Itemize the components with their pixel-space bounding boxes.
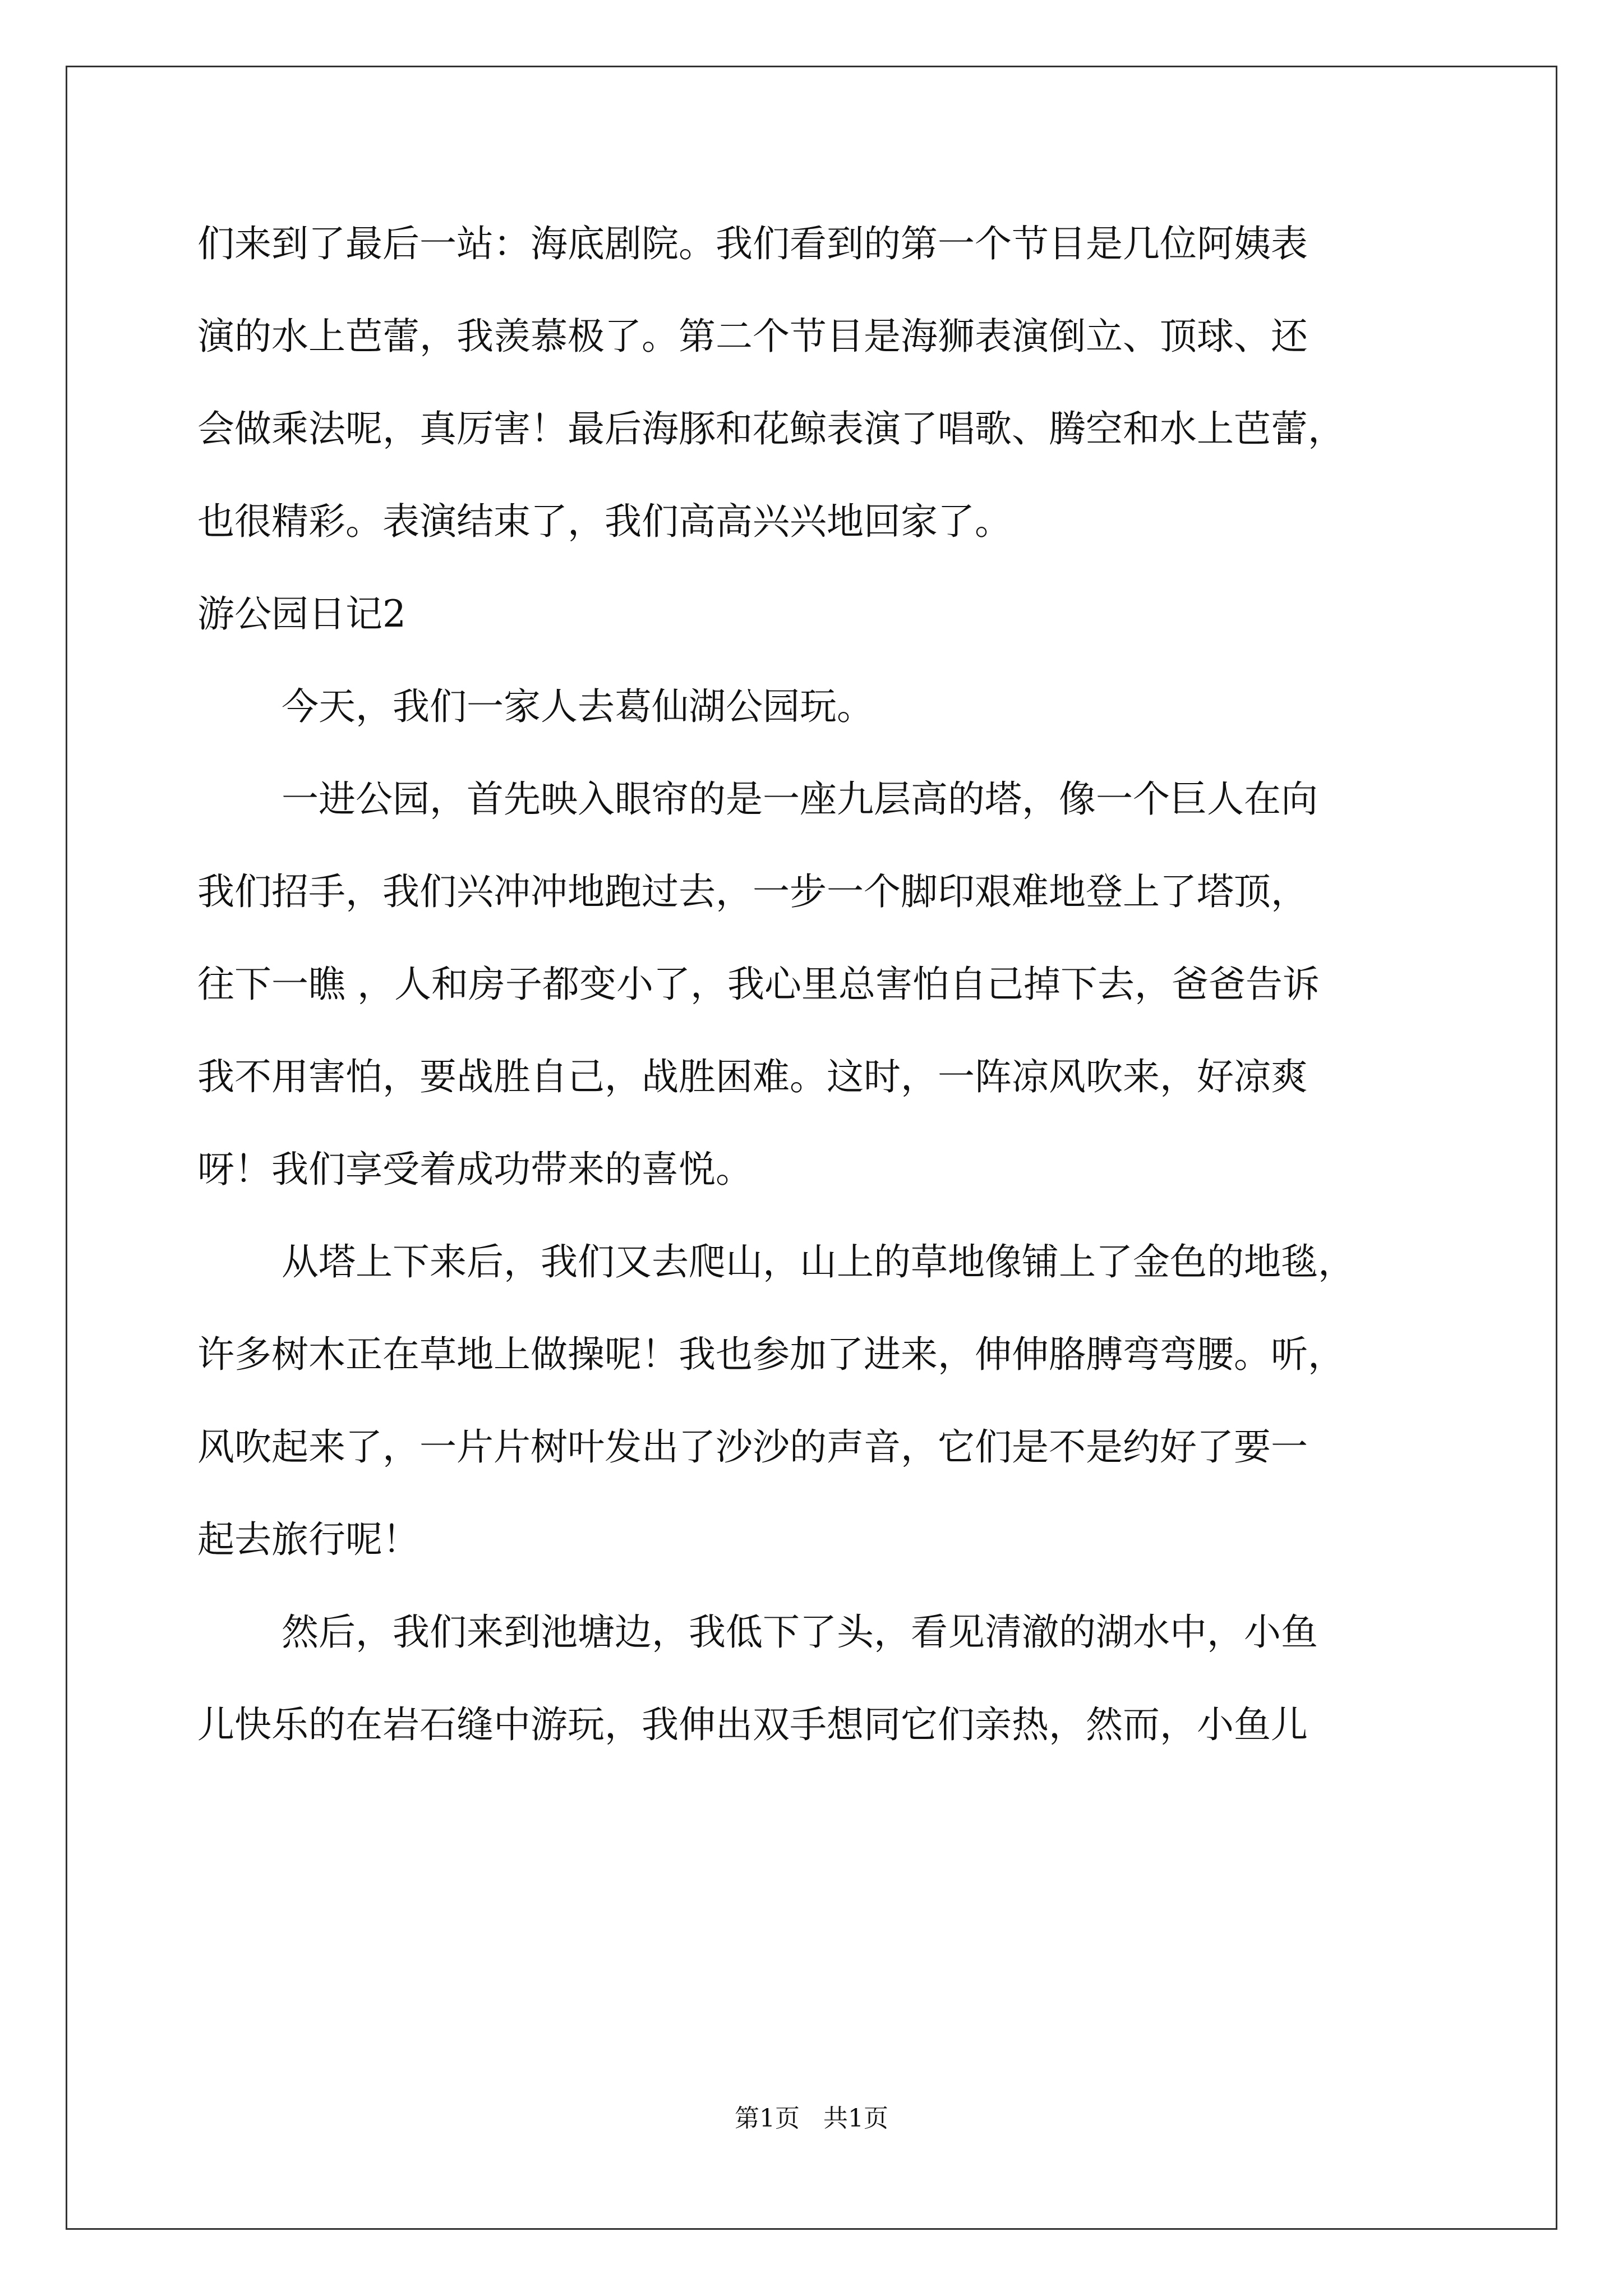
body-text-line: 演的水上芭蕾，我羡慕极了。第二个节目是海狮表演倒立、顶球、还	[197, 315, 1308, 358]
page-footer: 第1页 共1页	[735, 2104, 888, 2133]
body-text-line: 我们招手，我们兴冲冲地跑过去，一步一个脚印艰难地登上了塔顶，	[197, 870, 1308, 913]
body-text-line: 也很精彩。表演结束了，我们高高兴兴地回家了。	[197, 500, 1012, 543]
body-text-line: 往下一瞧 ，人和房子都变小了，我心里总害怕自己掉下去，爸爸告诉	[197, 963, 1320, 1006]
body-text-line: 们来到了最后一站：海底剧院。我们看到的第一个节目是几位阿姨表	[197, 222, 1308, 265]
paragraph-first-line: 然后，我们来到池塘边，我低下了头，看见清澈的湖水中，小鱼	[282, 1611, 1318, 1654]
body-text-line: 许多树木正在草地上做操呢！我也参加了进来，伸伸胳膊弯弯腰。听，	[197, 1333, 1345, 1376]
section-heading: 游公园日记2	[197, 592, 406, 636]
paragraph-first-line: 一进公园，首先映入眼帘的是一座九层高的塔，像一个巨人在向	[282, 777, 1318, 821]
paragraph-first-line: 今天，我们一家人去葛仙湖公园玩。	[282, 685, 874, 728]
body-text-line: 儿快乐的在岩石缝中游玩，我伸出双手想同它们亲热，然而，小鱼儿	[197, 1703, 1308, 1746]
body-text-line: 我不用害怕，要战胜自己，战胜困难。这时，一阵凉风吹来，好凉爽	[197, 1055, 1308, 1098]
body-text-line: 呀！我们享受着成功带来的喜悦。	[197, 1148, 753, 1191]
body-text-line: 风吹起来了，一片片树叶发出了沙沙的声音，它们是不是约好了要一	[197, 1425, 1308, 1469]
body-text-line: 会做乘法呢，真厉害！最后海豚和花鲸表演了唱歌、腾空和水上芭蕾，	[197, 407, 1345, 450]
paragraph-first-line: 从塔上下来后，我们又去爬山，山上的草地像铺上了金色的地毯，	[282, 1240, 1355, 1283]
body-text-line: 起去旅行呢！	[197, 1518, 419, 1561]
